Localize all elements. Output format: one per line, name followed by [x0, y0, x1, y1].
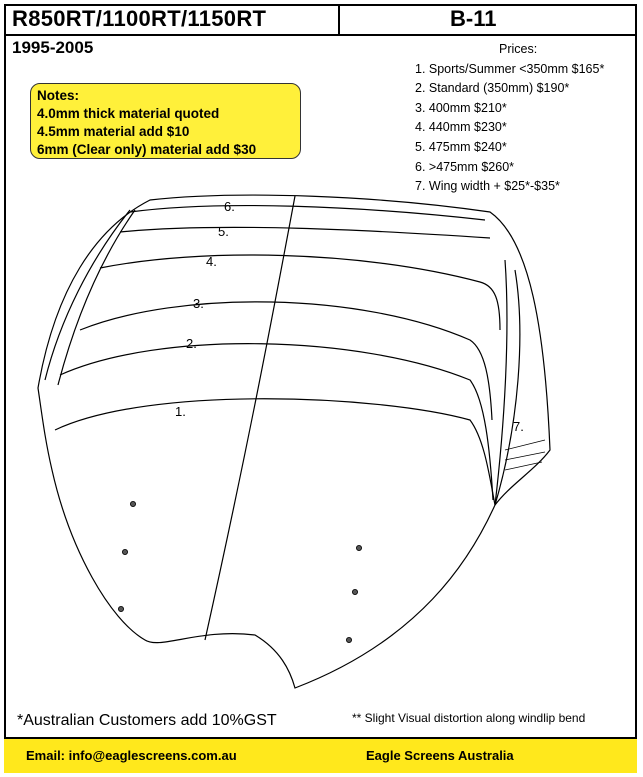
price-item: 1. Sports/Summer <350mm $165* — [415, 61, 605, 76]
price-item: 3. 400mm $210* — [415, 100, 507, 115]
mounting-hole — [118, 606, 123, 611]
cut-line-6 — [130, 206, 485, 220]
notes-heading: Notes: — [37, 88, 80, 103]
footer-bar — [4, 737, 637, 773]
distortion-note: ** Slight Visual distortion along windlip bend — [352, 711, 586, 725]
mounting-hole — [130, 501, 135, 506]
left-wing-line — [58, 210, 135, 385]
notes-line: 4.0mm thick material quoted — [37, 106, 220, 121]
model-years: 1995-2005 — [12, 38, 94, 57]
label-3: 3. — [193, 296, 204, 311]
model-title: R850RT/1100RT/1150RT — [12, 6, 267, 31]
right-wing-hatch — [505, 440, 545, 470]
contact-email[interactable]: Email: info@eaglescreens.com.au — [26, 748, 237, 763]
notes-line: 4.5mm material add $10 — [37, 124, 190, 139]
company-name: Eagle Screens Australia — [366, 748, 514, 763]
price-item: 2. Standard (350mm) $190* — [415, 81, 570, 96]
product-code: B-11 — [450, 6, 497, 31]
label-2: 2. — [186, 336, 197, 351]
label-5: 5. — [218, 224, 229, 239]
prices-heading: Prices: — [499, 42, 538, 56]
label-6: 6. — [224, 199, 235, 214]
price-item: 5. 475mm $240* — [415, 139, 507, 154]
gst-note: *Australian Customers add 10%GST — [17, 712, 277, 729]
label-1: 1. — [175, 404, 186, 419]
mounting-hole — [122, 549, 127, 554]
price-item: 6. >475mm $260* — [415, 159, 515, 174]
label-7: 7. — [513, 419, 524, 434]
cut-line-3 — [80, 302, 492, 420]
cut-line-4 — [100, 255, 500, 330]
mounting-hole — [346, 637, 351, 642]
price-item: 7. Wing width + $25*-$35* — [415, 179, 560, 194]
left-wing-line — [45, 210, 130, 380]
mounting-hole — [356, 545, 361, 550]
cut-line-1 — [55, 399, 495, 505]
label-4: 4. — [206, 254, 217, 269]
price-item: 4. 440mm $230* — [415, 120, 507, 135]
cut-line-2 — [60, 344, 493, 500]
cut-line-5 — [120, 227, 490, 238]
mounting-hole — [352, 589, 357, 594]
screen-outline — [38, 195, 550, 688]
centre-line — [205, 196, 295, 640]
notes-line: 6mm (Clear only) material add $30 — [37, 142, 257, 157]
